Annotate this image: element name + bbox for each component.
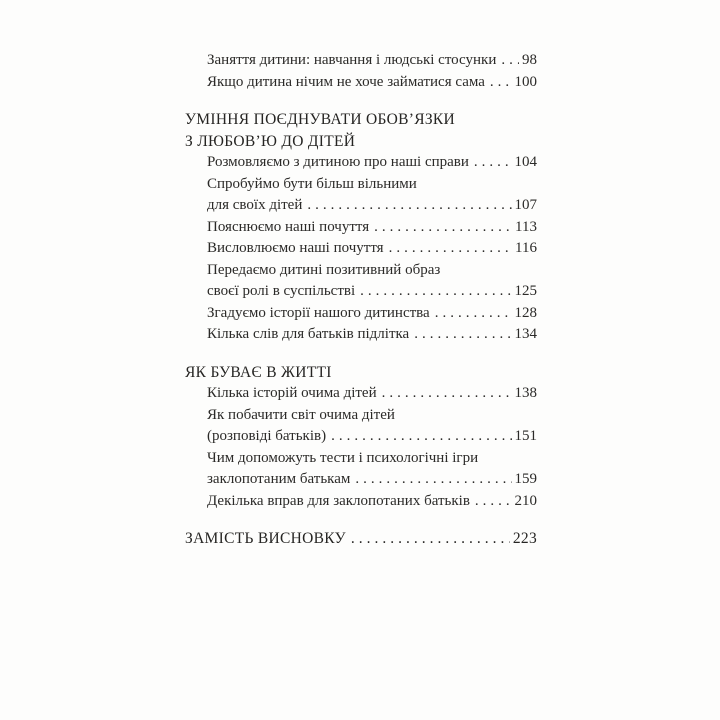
toc-entry-row: [185, 238, 537, 260]
toc-entry-text: Заняття дитини: навчання і людські стосунки: [207, 52, 497, 68]
toc-heading-line: [185, 109, 537, 131]
dot-leader: [485, 72, 512, 94]
toc-entry-text: Якщо дитина нічим не хоче займатися сама: [207, 73, 485, 90]
toc-section: [185, 362, 537, 513]
toc-entry-page: 159: [514, 471, 537, 487]
dot-leader: [409, 324, 511, 346]
toc-entry-row: [185, 152, 537, 174]
toc-heading-text: ЯК БУВАЄ В ЖИТТІ: [185, 363, 332, 381]
toc-entry-text: Кілька слів для батьків підлітка: [207, 326, 410, 342]
toc-entry-text: Спробуймо бути більш вільними: [207, 175, 417, 192]
toc-entry-page: 104: [514, 154, 537, 170]
toc-entry-row: [185, 324, 537, 346]
toc-section: [185, 528, 537, 550]
dot-leader: [350, 469, 511, 491]
toc-section: [185, 50, 537, 93]
toc-entry-page: 100: [514, 73, 537, 90]
toc-heading-line: [185, 362, 537, 384]
toc-entry-page: 128: [514, 304, 537, 321]
toc: [185, 50, 537, 550]
toc-entry-text: для своїх дітей: [207, 197, 303, 213]
toc-entry-text: (розповіді батьків): [207, 428, 327, 444]
toc-entry-wrap-row: [185, 405, 537, 427]
dot-leader: [496, 50, 519, 72]
dot-leader: [326, 426, 511, 448]
toc-heading-text: З ЛЮБОВ’Ю ДО ДІТЕЙ: [185, 132, 356, 150]
toc-entry-text: Декілька вправ для заклопотаних батьків: [207, 492, 470, 509]
toc-entry-page: 116: [515, 240, 537, 256]
toc-entry-text: ЗАМІСТЬ ВИСНОВКУ: [185, 530, 346, 547]
toc-entry-wrap-row: [185, 260, 537, 282]
dot-leader: [369, 217, 512, 239]
toc-entry-page: 138: [514, 385, 537, 401]
toc-entry-row: [185, 491, 537, 513]
toc-entry-row: [185, 426, 537, 448]
toc-entry-row: [185, 383, 537, 405]
toc-entry-row: [185, 50, 537, 72]
dot-leader: [355, 281, 511, 303]
toc-entry-row: [185, 469, 537, 491]
toc-entry-row: [185, 528, 537, 550]
dot-leader: [377, 383, 512, 405]
toc-entry-text: своєї ролі в суспільстві: [207, 283, 356, 299]
toc-entry-page: 134: [514, 326, 537, 342]
toc-entry-row: [185, 72, 537, 94]
toc-heading-line: [185, 131, 537, 153]
toc-entry-wrap-row: [185, 448, 537, 470]
toc-entry-row: [185, 281, 537, 303]
toc-entry-text: Згадуємо історії нашого дитинства: [207, 304, 430, 321]
dot-leader: [384, 238, 512, 260]
dot-leader: [469, 152, 512, 174]
toc-entry-text: Висловлюємо наші почуття: [207, 240, 384, 256]
toc-entry-page: 151: [514, 428, 537, 444]
toc-entry-row: [185, 303, 537, 325]
toc-entry-page: 107: [514, 197, 537, 213]
toc-entry-row: [185, 195, 537, 217]
toc-entry-text: Пояснюємо наші почуття: [207, 218, 370, 235]
toc-entry-page: 125: [514, 283, 537, 299]
toc-section: [185, 109, 537, 346]
toc-entry-text: заклопотаним батькам: [207, 471, 351, 487]
dot-leader: [470, 491, 512, 513]
toc-heading-text: УМІННЯ ПОЄДНУВАТИ ОБОВ’ЯЗКИ: [185, 111, 456, 128]
toc-entry-text: Розмовляємо з дитиною про наші справи: [207, 154, 469, 170]
toc-entry-page: 98: [522, 52, 537, 68]
toc-entry-page: 223: [512, 530, 537, 547]
toc-entry-wrap-row: [185, 174, 537, 196]
toc-entry-row: [185, 217, 537, 239]
dot-leader: [346, 528, 510, 550]
dot-leader: [302, 195, 511, 217]
toc-entry-page: 210: [514, 492, 537, 509]
toc-entry-text: Передаємо дитині позитивний образ: [207, 261, 441, 278]
toc-entry-text: Кілька історій очима дітей: [207, 385, 377, 401]
dot-leader: [430, 303, 512, 325]
toc-entry-page: 113: [515, 218, 537, 235]
toc-entry-text: Чим допоможуть тести і психологічні ігри: [207, 449, 479, 466]
toc-entry-text: Як побачити світ очима дітей: [207, 406, 395, 423]
